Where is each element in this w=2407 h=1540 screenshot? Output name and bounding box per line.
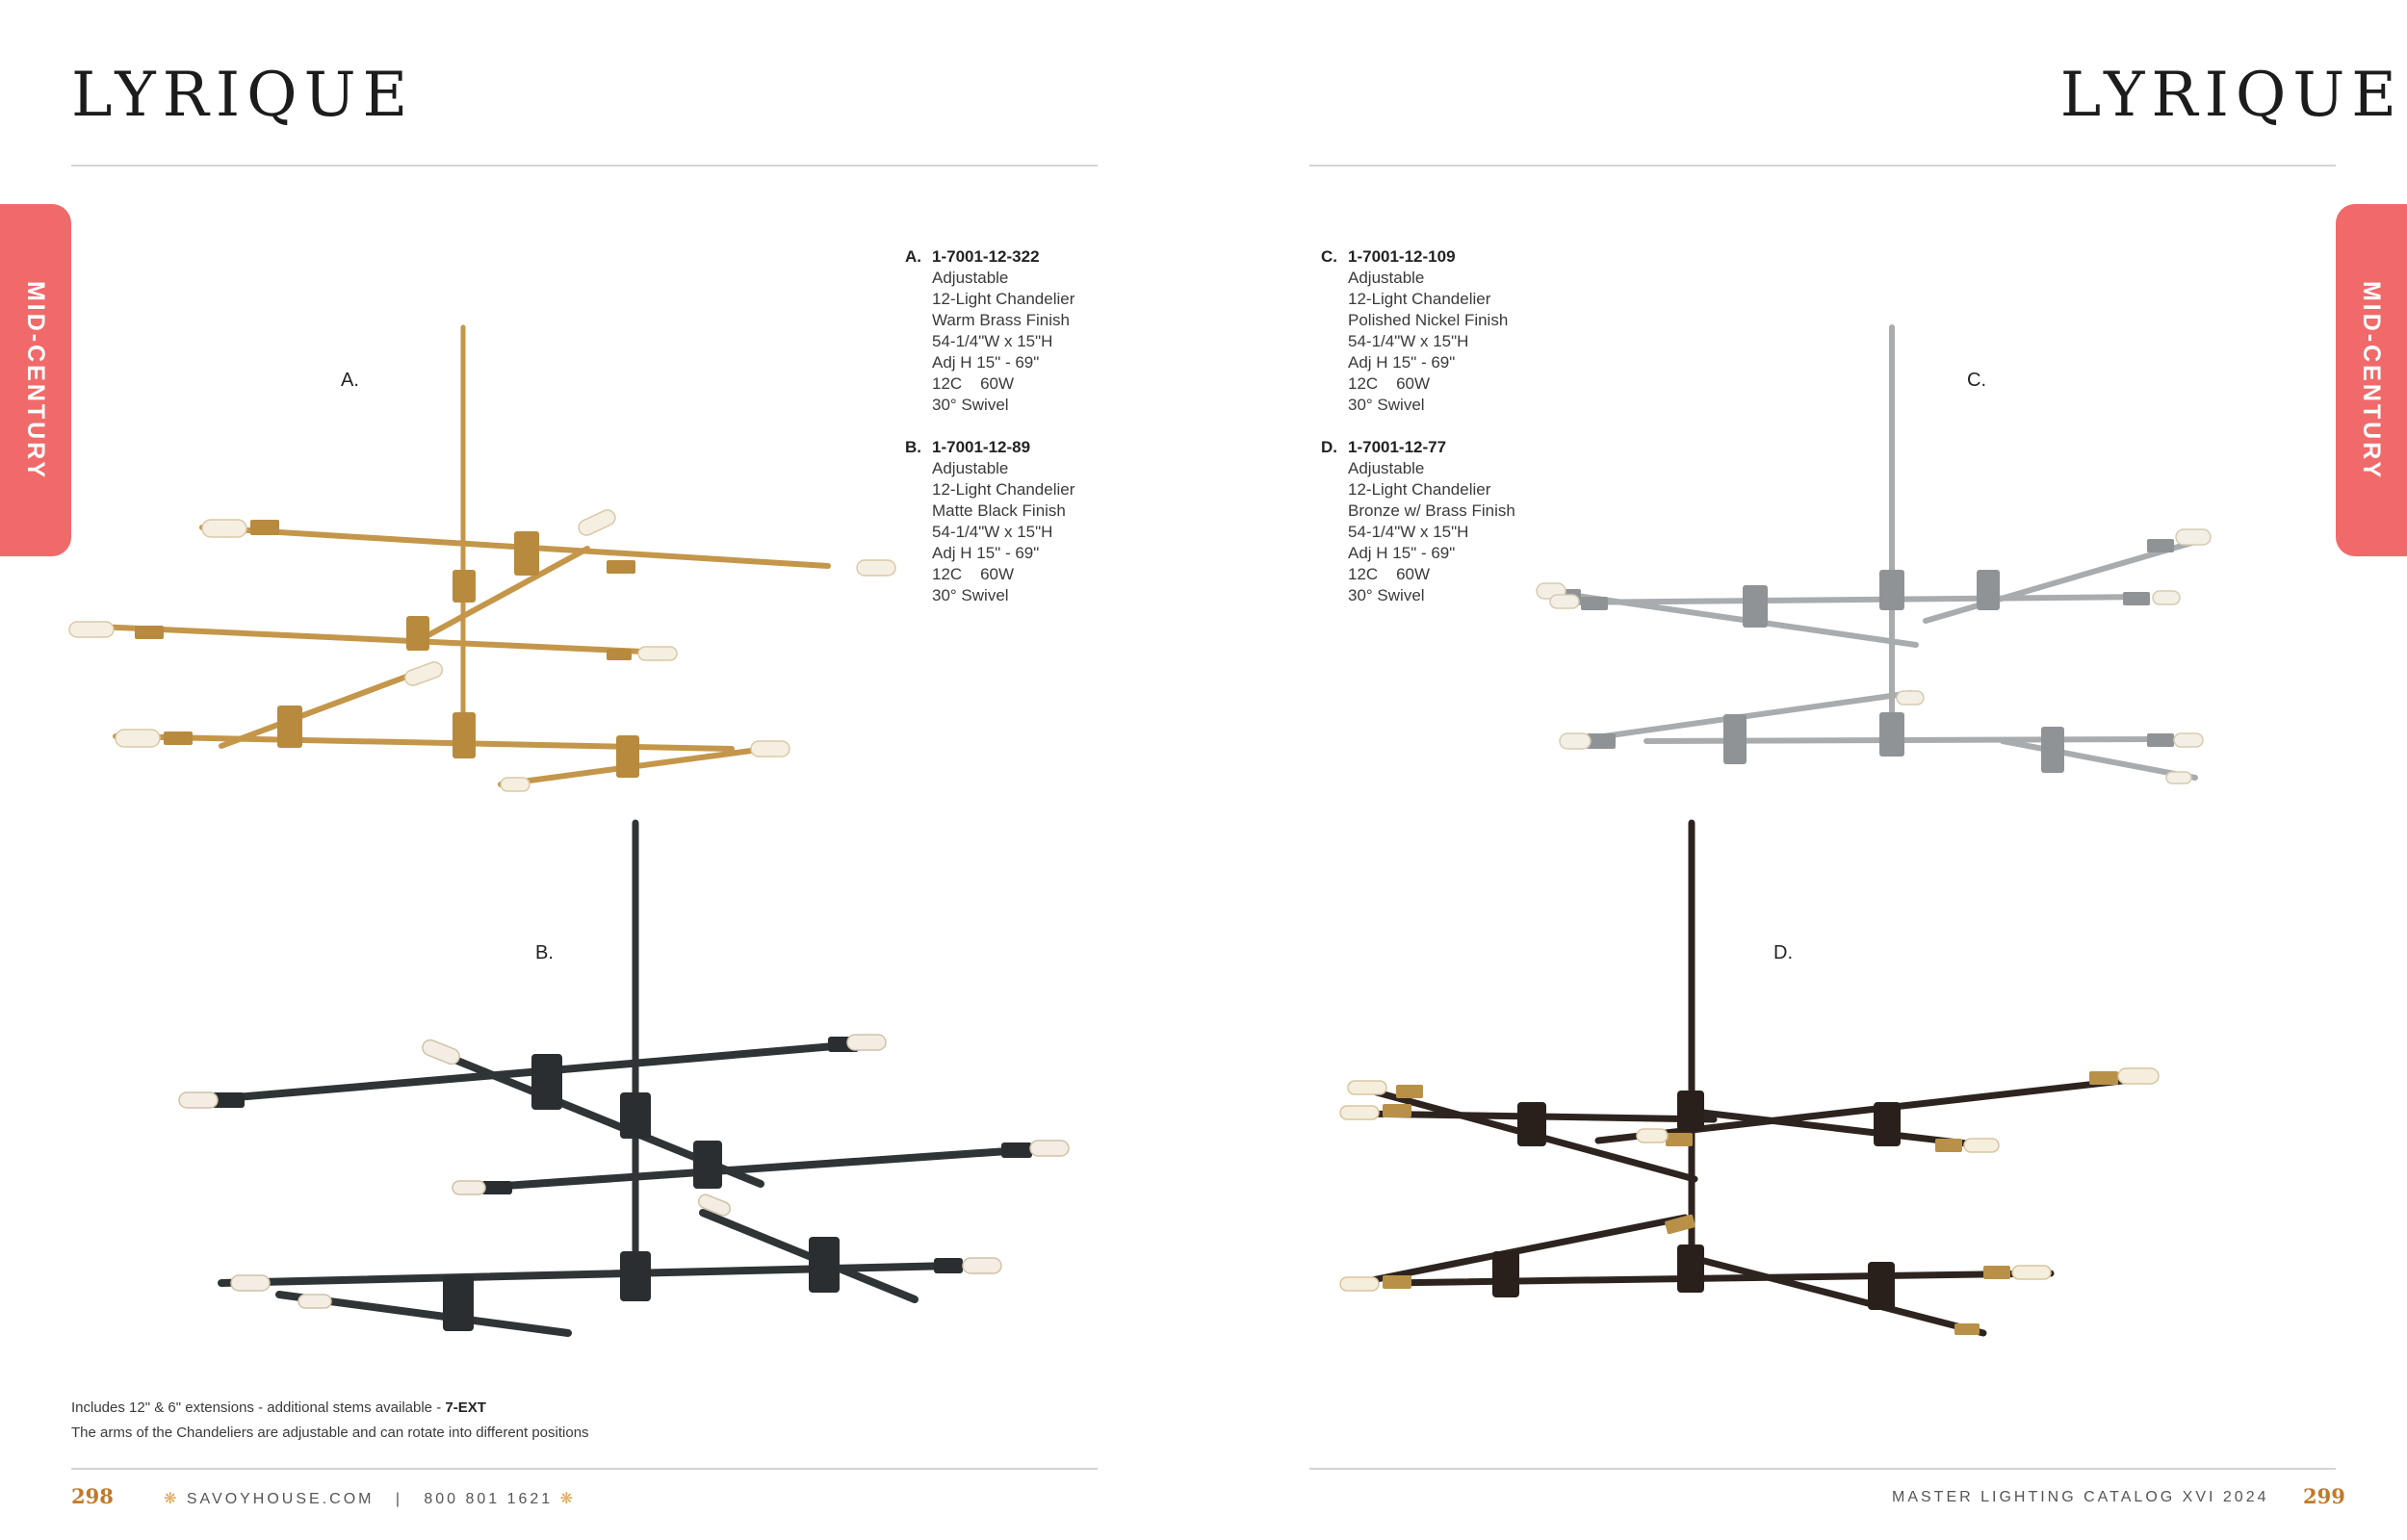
spec-line: Adjustable: [932, 269, 1009, 287]
star-icon: ❋: [559, 1491, 577, 1507]
spec-line: Adj H 15" - 69": [932, 353, 1040, 372]
spec-letter: D.: [1321, 438, 1337, 456]
category-tab-label: MID-CENTURY: [22, 280, 50, 480]
chandelier-bronze-image: [1329, 813, 2291, 1352]
chandelier-nickel-image: [1531, 318, 2263, 799]
spec-line: 30° Swivel: [1348, 396, 1425, 414]
spec-letter: A.: [905, 247, 921, 266]
spec-line: Adjustable: [1348, 269, 1425, 287]
spec-line: 12C 60W: [1348, 565, 1431, 583]
category-tab-label: MID-CENTURY: [2358, 280, 2386, 480]
spec-line: Bronze w/ Brass Finish: [1348, 501, 1515, 520]
spec-line: 12C 60W: [932, 374, 1015, 393]
spec-block-b: [905, 437, 1074, 606]
spec-letter: C.: [1321, 247, 1337, 266]
page-number: 298: [71, 1484, 114, 1508]
category-tab[interactable]: [2336, 204, 2407, 556]
spec-line: Adj H 15" - 69": [1348, 353, 1456, 372]
top-divider: [1309, 165, 2336, 167]
bottom-divider: [71, 1468, 1098, 1470]
spec-line: Warm Brass Finish: [932, 311, 1070, 329]
chandelier-brass-image: [58, 318, 905, 799]
figure-label-c: C.: [1967, 370, 1986, 391]
extension-code: 7-EXT: [445, 1399, 486, 1416]
top-divider: [71, 165, 1098, 167]
footer-contact: [164, 1489, 576, 1508]
spec-block-a: [905, 246, 1074, 416]
bottom-divider: [1309, 1468, 2336, 1470]
product-code: 1-7001-12-77: [1348, 438, 1447, 456]
spec-line: 30° Swivel: [932, 586, 1009, 604]
spec-letter: B.: [905, 438, 921, 456]
page-title: LYRIQUE: [71, 60, 415, 131]
phone-number[interactable]: 800 801 1621: [424, 1491, 554, 1507]
spec-line: Matte Black Finish: [932, 501, 1066, 520]
star-icon: ❋: [164, 1491, 180, 1507]
product-code: 1-7001-12-109: [1348, 247, 1456, 266]
figure-label-a: A.: [341, 370, 359, 391]
spec-line: 12-Light Chandelier: [932, 480, 1075, 499]
spec-block-c: [1321, 246, 1508, 416]
spec-line: 30° Swivel: [932, 396, 1009, 414]
spec-line: Adj H 15" - 69": [1348, 544, 1456, 562]
spec-line: 54-1/4"W x 15"H: [1348, 332, 1469, 350]
figure-label-d: D.: [1773, 942, 1793, 963]
adjustable-arms-note: The arms of the Chandeliers are adjustable and can rotate into different positions: [71, 1424, 589, 1441]
extension-note-text: Includes 12" & 6" extensions - additional stems available -: [71, 1399, 446, 1416]
spec-line: 54-1/4"W x 15"H: [932, 523, 1053, 541]
spec-line: Adjustable: [1348, 459, 1425, 477]
spec-line: 12C 60W: [932, 565, 1015, 583]
spec-line: 12-Light Chandelier: [932, 290, 1075, 308]
website-link[interactable]: SAVOYHOUSE.COM: [186, 1491, 375, 1507]
chandelier-black-image: [164, 813, 1107, 1352]
page-title: LYRIQUE: [2059, 60, 2403, 131]
spec-block-d: [1321, 437, 1515, 606]
spec-line: 54-1/4"W x 15"H: [932, 332, 1053, 350]
spec-line: Polished Nickel Finish: [1348, 311, 1509, 329]
figure-label-b: B.: [535, 942, 554, 963]
product-code: 1-7001-12-89: [932, 438, 1031, 456]
footer-separator: |: [395, 1491, 402, 1507]
product-code: 1-7001-12-322: [932, 247, 1040, 266]
right-page: [1204, 0, 2407, 1540]
catalog-title: MASTER LIGHTING CATALOG XVI 2024: [1892, 1489, 2269, 1505]
spec-line: 30° Swivel: [1348, 586, 1425, 604]
extension-note: [71, 1399, 486, 1416]
spec-line: 12-Light Chandelier: [1348, 480, 1491, 499]
page-number: 299: [2303, 1484, 2345, 1508]
spec-line: 54-1/4"W x 15"H: [1348, 523, 1469, 541]
spec-line: 12-Light Chandelier: [1348, 290, 1491, 308]
spec-line: Adj H 15" - 69": [932, 544, 1040, 562]
spec-line: Adjustable: [932, 459, 1009, 477]
spec-line: 12C 60W: [1348, 374, 1431, 393]
